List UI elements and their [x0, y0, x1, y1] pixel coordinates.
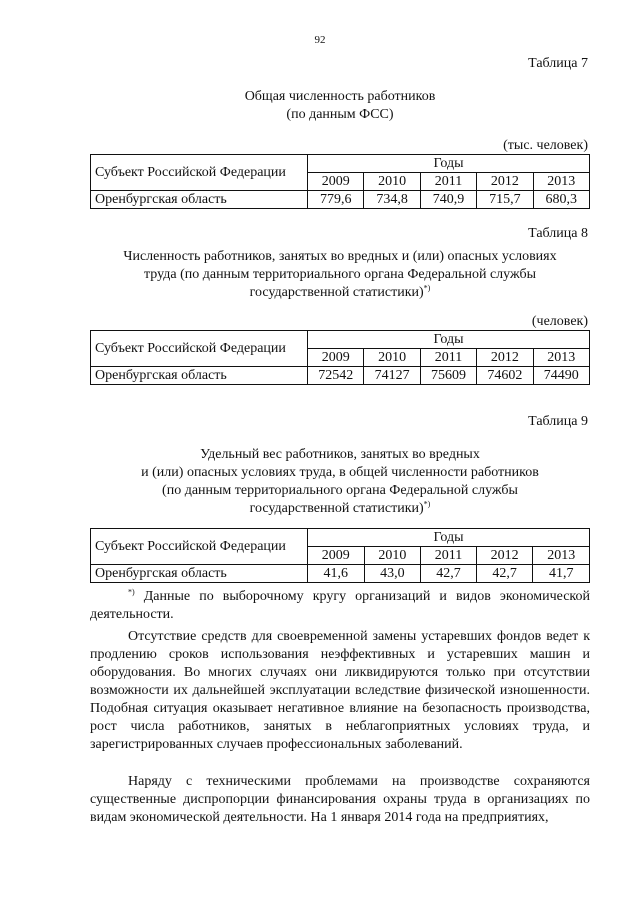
table-7-unit: (тыс. человек)	[503, 138, 588, 153]
year-cell: 2009	[308, 349, 364, 367]
value-cell: 75609	[420, 367, 476, 385]
table-8-label: Таблица 8	[528, 226, 588, 241]
table-9-label: Таблица 9	[528, 414, 588, 429]
year-cell: 2012	[477, 173, 533, 191]
value-cell: 41,6	[308, 565, 365, 583]
page-number: 92	[314, 34, 326, 46]
footnote-text: Данные по выборочному кругу организаций и видов экономической деятельности.	[90, 589, 590, 622]
value-cell: 740,9	[420, 191, 476, 209]
table-7	[90, 154, 590, 209]
year-cell: 2013	[533, 547, 590, 565]
table-8-title	[90, 248, 590, 302]
subject-header: Субъект Российской Федерации	[91, 529, 308, 565]
subject-header: Субъект Российской Федерации	[91, 155, 308, 191]
value-cell: 42,7	[476, 565, 533, 583]
value-cell: 74602	[477, 367, 533, 385]
subject-header: Субъект Российской Федерации	[91, 331, 308, 367]
table-row	[91, 191, 590, 209]
footnote-mark: *)	[128, 587, 135, 597]
title-line: и (или) опасных условиях труда, в общей численности работников	[141, 465, 539, 480]
body-paragraph: Отсутствие средств для своевременной замены устаревших фондов ведет к продлению сроков использования неэффективных и устаревших машин и оборудования. Во многих случаях они ликвидируются только при отсутствии возможности их дальнейшей эксплуатации вследствие физической изношенности. Подобная ситуация оказывает негативное влияние на безопасность производства, рост числа работников, занятых в неблагоприятных условиях труда, и зарегистрированных случаев профессиональных заболеваний.	[90, 629, 590, 752]
title-line: Численность работников, занятых во вредных и (или) опасных условиях	[123, 249, 557, 264]
table-8-unit: (человек)	[531, 314, 588, 329]
table-row	[91, 565, 590, 583]
year-cell: 2013	[533, 349, 589, 367]
title-line: Удельный вес работников, занятых во вредных	[200, 447, 480, 462]
value-cell: 715,7	[477, 191, 533, 209]
footnote-mark: *)	[423, 499, 431, 509]
year-cell: 2010	[364, 349, 420, 367]
row-label: Оренбургская область	[91, 367, 308, 385]
table-header-row	[91, 331, 590, 349]
years-header: Годы	[308, 529, 590, 547]
value-cell: 74127	[364, 367, 420, 385]
year-cell: 2011	[421, 547, 477, 565]
footnote	[90, 588, 590, 624]
table-row	[91, 367, 590, 385]
title-line: (по данным ФСС)	[286, 107, 394, 122]
value-cell: 680,3	[533, 191, 589, 209]
footnote-mark: *)	[423, 283, 431, 293]
value-cell: 41,7	[533, 565, 590, 583]
title-line: (по данным территориального органа Федеральной службы	[162, 483, 518, 498]
value-cell: 779,6	[308, 191, 364, 209]
title-line: Общая численность работников	[244, 89, 436, 104]
year-cell: 2011	[420, 173, 476, 191]
value-cell: 734,8	[364, 191, 420, 209]
year-cell: 2013	[533, 173, 589, 191]
body-paragraph: Наряду с техническими проблемами на производстве сохраняются существенные диспропорции финансирования охраны труда в организациях по видам экономической деятельности. На 1 января 2014 года на предприятиях,	[90, 774, 590, 825]
year-cell: 2010	[364, 173, 420, 191]
table-header-row	[91, 155, 590, 173]
year-cell: 2011	[420, 349, 476, 367]
value-cell: 43,0	[364, 565, 421, 583]
year-cell: 2012	[476, 547, 533, 565]
row-label: Оренбургская область	[91, 191, 308, 209]
row-label: Оренбургская область	[91, 565, 308, 583]
years-header: Годы	[308, 155, 590, 173]
value-cell: 72542	[308, 367, 364, 385]
year-cell: 2009	[308, 547, 365, 565]
year-cell: 2009	[308, 173, 364, 191]
title-line: труда (по данным территориального органа Федеральной службы	[144, 267, 536, 282]
title-line: государственной статистики)*)	[249, 499, 431, 516]
table-8	[90, 330, 590, 385]
table-9-title	[90, 446, 590, 518]
table-7-label: Таблица 7	[528, 56, 588, 71]
years-header: Годы	[308, 331, 590, 349]
title-line: государственной статистики)*)	[249, 283, 431, 300]
table-9	[90, 528, 590, 583]
value-cell: 74490	[533, 367, 589, 385]
table-7-title	[90, 88, 590, 124]
value-cell: 42,7	[421, 565, 477, 583]
year-cell: 2012	[477, 349, 533, 367]
table-header-row	[91, 529, 590, 547]
year-cell: 2010	[364, 547, 421, 565]
